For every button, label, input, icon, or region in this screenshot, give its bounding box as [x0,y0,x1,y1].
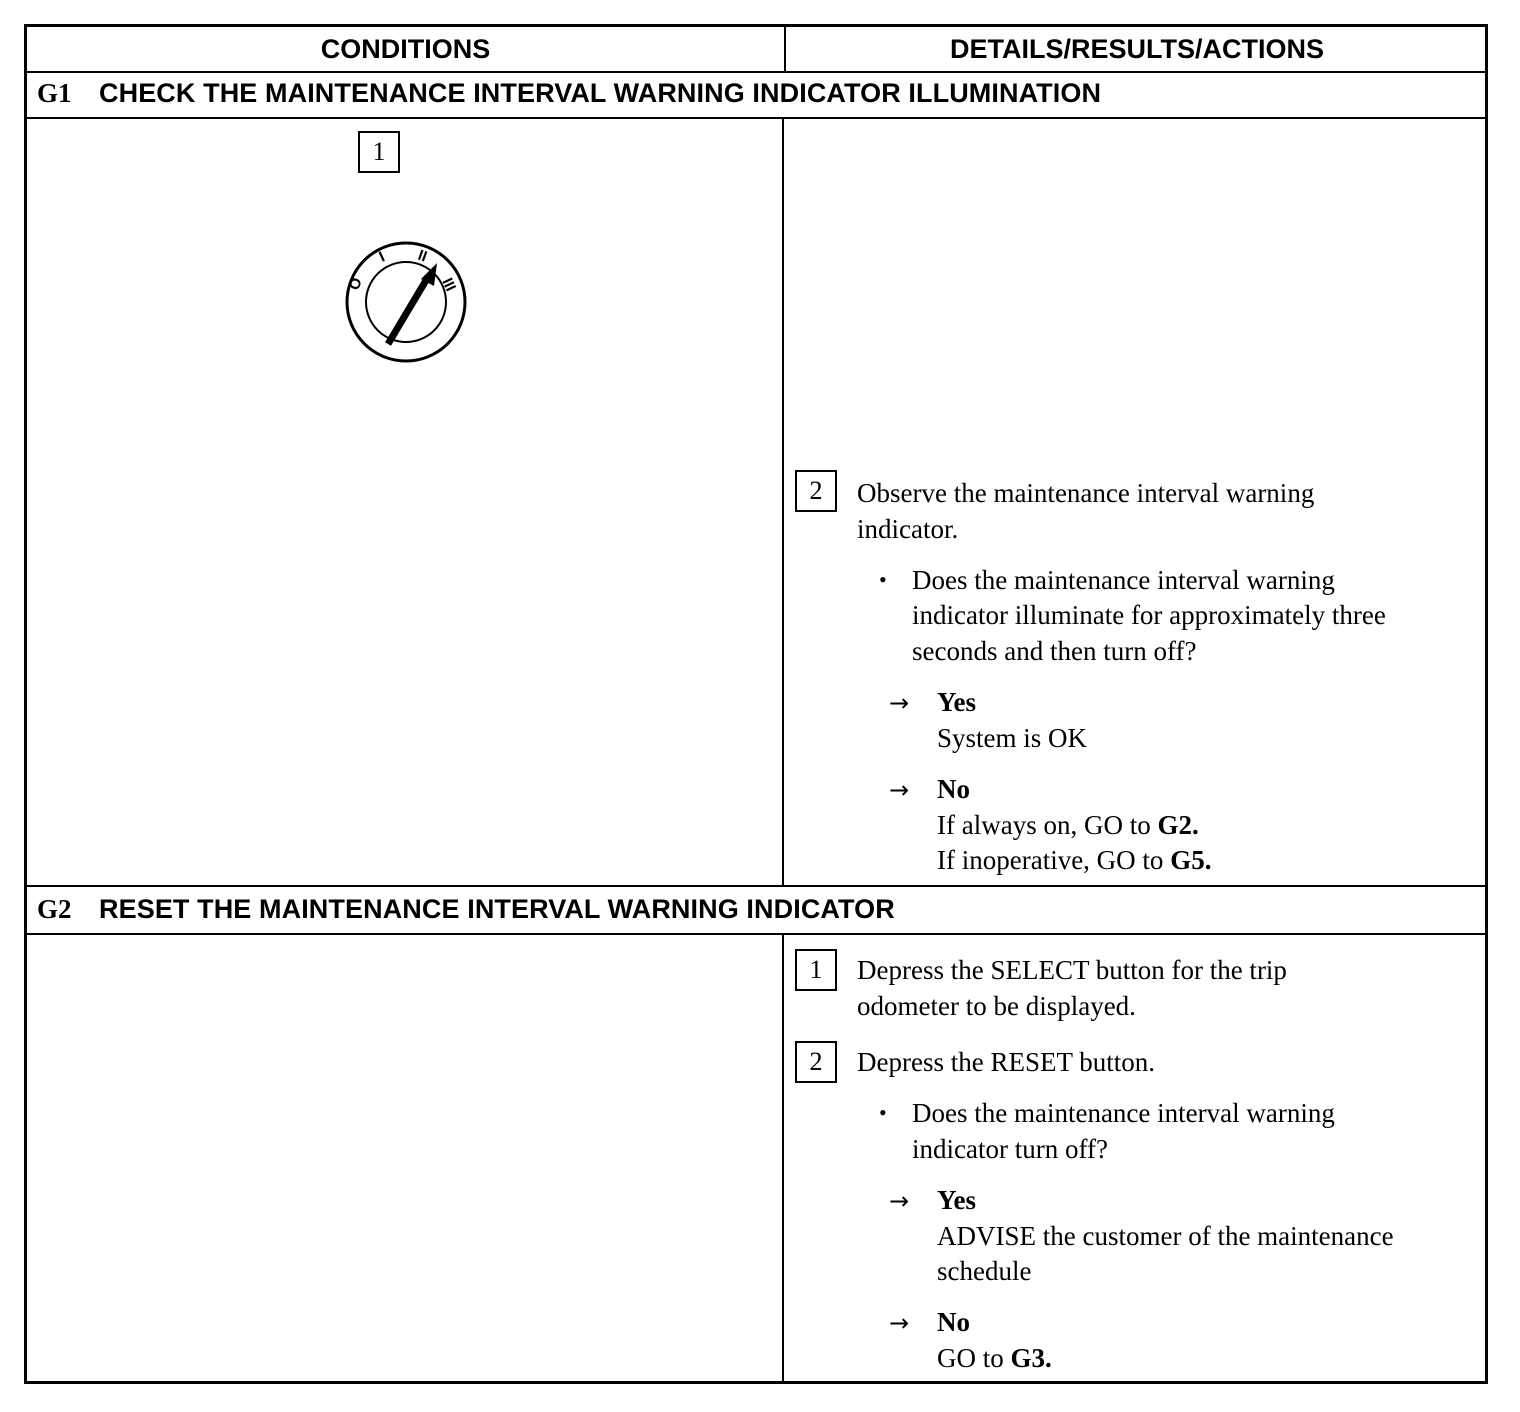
g1-no-line1 [937,807,1199,843]
g2-step-1-text-line2: odometer to be displayed. [857,991,1136,1021]
g2-no-prefix: GO to [937,1343,1011,1373]
table-header-row [27,27,1485,73]
g2-yes-line1: ADVISE the customer of the maintenance [937,1221,1394,1251]
ignition-position-1-label: I [376,248,388,266]
g1-yes-label: Yes [937,687,976,717]
g2-no-arrow-icon: → [889,1309,910,1337]
g1-step-id: G1 [37,78,72,108]
g1-no-line2-prefix: If inoperative, GO to [937,845,1171,875]
g2-question-line1: Does the maintenance interval warning [912,1098,1335,1128]
g1-question-line1: Does the maintenance interval warning [912,565,1335,595]
conditions-header: CONDITIONS [27,27,786,71]
ignition-position-3-label: III [438,275,460,295]
g2-step-1-text-line1: Depress the SELECT button for the trip [857,955,1287,985]
g1-no-label: No [937,774,970,804]
g1-step-2-box: 2 [795,470,837,512]
g1-no-line2-target: G5. [1170,845,1212,875]
g2-question-bullet: • [879,1100,887,1125]
g1-step-title: CHECK THE MAINTENANCE INTERVAL WARNING INDICATOR ILLUMINATION [99,78,1102,108]
g2-yes-arrow-icon: → [889,1187,910,1215]
g1-title-row [27,71,1485,119]
g2-title-row [27,885,1485,935]
g1-column-divider [782,117,784,885]
g1-question-bullet: • [879,567,887,592]
g1-step-2-text-line1: Observe the maintenance interval warning [857,478,1315,508]
g1-yes-arrow-icon: → [889,689,910,717]
g2-no-line [937,1340,1052,1376]
g1-yes-text: System is OK [937,723,1088,753]
ignition-switch-icon [341,239,471,369]
g1-step-2-text-line2: indicator. [857,514,959,544]
g1-no-line2 [937,842,1211,878]
g2-yes-line2: schedule [937,1256,1032,1286]
details-header: DETAILS/RESULTS/ACTIONS [949,34,1324,64]
g1-no-line1-target: G2. [1157,810,1199,840]
g1-no-arrow-icon: → [889,776,910,804]
g2-step-title: RESET THE MAINTENANCE INTERVAL WARNING INDICATOR [99,894,895,924]
g2-step-2-box: 2 [795,1041,837,1083]
g2-step-id: G2 [37,894,72,924]
g2-step-1-box: 1 [795,949,837,991]
ignition-position-0-label: O [345,275,366,293]
ignition-position-2-label: II [415,246,430,266]
g2-yes-label: Yes [937,1185,976,1215]
g1-condition-step-1-box: 1 [358,131,400,173]
g2-step-2-text: Depress the RESET button. [857,1047,1155,1077]
g1-question-line3: seconds and then turn off? [912,636,1197,666]
g2-question-line2: indicator turn off? [912,1134,1108,1164]
diagnostic-table [24,24,1488,1384]
g1-question-line2: indicator illuminate for approximately three [912,600,1386,630]
g2-column-divider [782,933,784,1384]
g1-no-line1-prefix: If always on, GO to [937,810,1158,840]
g2-no-target: G3. [1010,1343,1052,1373]
g2-no-label: No [937,1307,970,1337]
